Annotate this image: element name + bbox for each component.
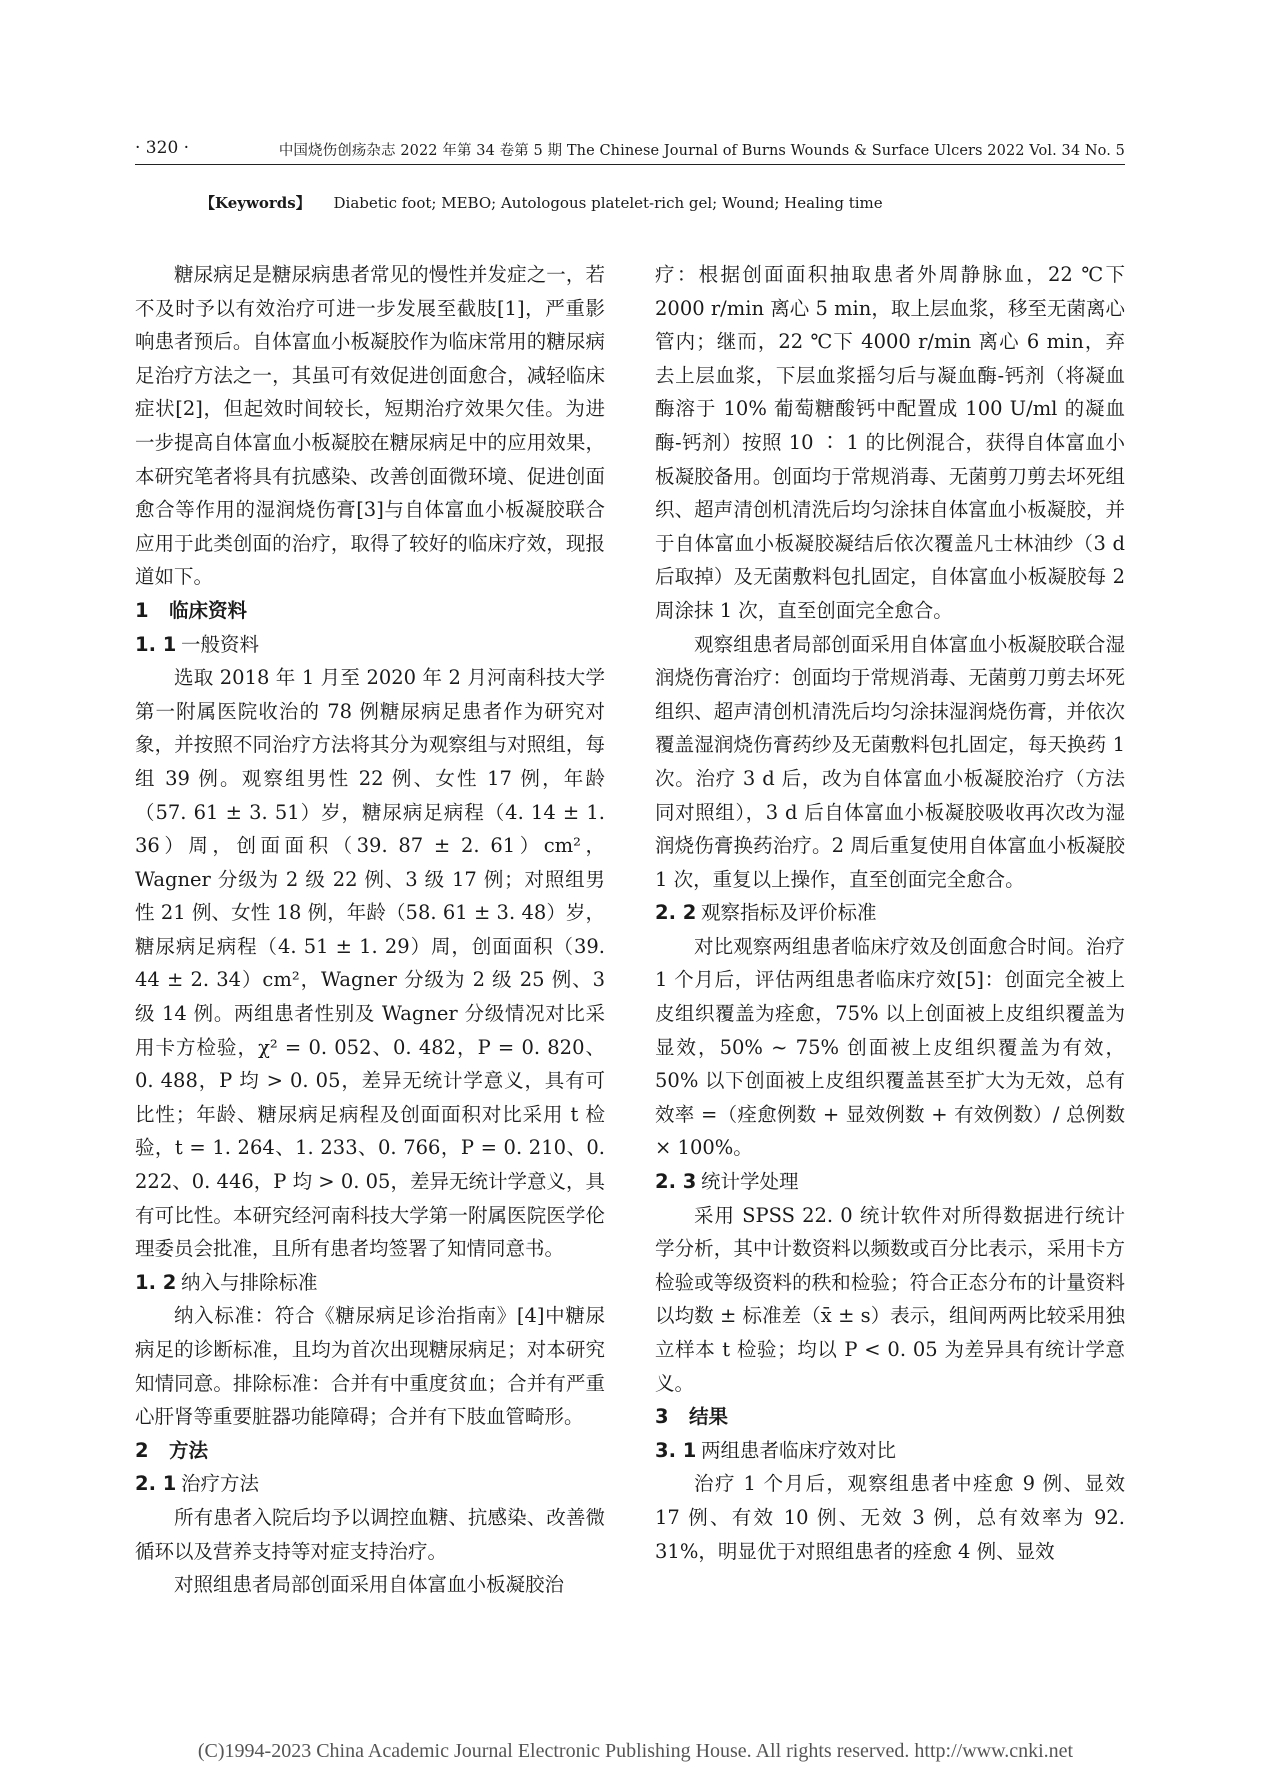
section-number: 2. 1 <box>135 1472 177 1496</box>
section-1-1-paragraph: 选取 2018 年 1 月至 2020 年 2 月河南科技大学第一附属医院收治的 78 例糖尿病足患者作为研究对象，并按照不同治疗方法将其分为观察组与对照组，每组 39 例。观察组男性 22 例、女性 17 例，年龄（57. 61 ± 3. 51）岁，糖尿病足病程（4. 14 ± 1. 36）周，创面面积（39. 87 ± 2. 61）cm²，Wagner 分级为 2 级 22 例、3 级 17 例；对照组男性 21 例、女性 18 例，年龄（58. 61 ± 3. 48）岁，糖尿病足病程（4. 51 ± 1. 29）周，创面面积（39. 44 ± 2. 34）cm²，Wagner 分级为 2 级 25 例、3 级 14 例。两组患者性别及 Wagner 分级情况对比采用卡方检验，χ² = 0. 052、0. 482，P = 0. 820、0. 488，P 均 > 0. 05，差异无统计学意义，具有可比性；年龄、糖尿病足病程及创面面积对比采用 t 检验，t = 1. 264、1. 233、0. 766，P = 0. 210、0. 222、0. 446，P 均 > 0. 05，差异无统计学意义，具有可比性。本研究经河南科技大学第一附属医院医学伦理委员会批准，且所有患者均签署了知情同意书。 <box>135 666 605 1261</box>
section-1-heading <box>135 594 605 628</box>
section-number: 1. 1 <box>135 632 177 656</box>
keywords-label: 【Keywords】 <box>200 194 311 212</box>
section-3-heading <box>655 1400 1125 1434</box>
section-title: 结果 <box>689 1405 729 1429</box>
section-title: 方法 <box>169 1438 209 1462</box>
page-number: · 320 · <box>135 138 190 158</box>
section-2-1-paragraph-2: 对照组患者局部创面采用自体富血小板凝胶治 <box>174 1573 565 1597</box>
section-number: 2 <box>135 1438 149 1462</box>
section-2-2-paragraph: 对比观察两组患者临床疗效及创面愈合时间。治疗 1 个月后，评估两组患者临床疗效[5]：创面完全被上皮组织覆盖为痊愈，75% 以上创面被上皮组织覆盖为显效，50% ~ 75% 创面被上皮组织覆盖为有效，50% 以下创面被上皮组织覆盖甚至扩大为无效，总有效率 =（痊愈例数 + 显效例数 + 有效例数）/ 总例数 × 100%。 <box>655 934 1125 1160</box>
journal-citation: 中国烧伤创疡杂志 2022 年第 34 卷第 5 期 The Chinese Journal of Burns Wounds & Surface Ulcers 2022 Vol. 34 No. 5 <box>278 143 1125 159</box>
keywords-text: Diabetic foot; MEBO; Autologous platelet-rich gel; Wound; Healing time <box>333 194 883 212</box>
section-1-2-paragraph: 纳入标准：符合《糖尿病足诊治指南》[4]中糖尿病足的诊断标准，且均为首次出现糖尿病足；对本研究知情同意。排除标准：合并有中重度贫血；合并有严重心肝肾等重要脏器功能障碍；合并有下肢血管畸形。 <box>135 1304 605 1429</box>
section-title: 两组患者临床疗效对比 <box>701 1438 897 1462</box>
intro-paragraph: 糖尿病足是糖尿病患者常见的慢性并发症之一，若不及时予以有效治疗可进一步发展至截肢[1]，严重影响患者预后。自体富血小板凝胶作为临床常用的糖尿病足治疗方法之一，其虽可有效促进创面愈合，减轻临床症状[2]，但起效时间较长，短期治疗效果欠佳。为进一步提高自体富血小板凝胶在糖尿病足中的应用效果，本研究笔者将具有抗感染、改善创面微环境、促进创面愈合等作用的湿润烧伤膏[3]与自体富血小板凝胶联合应用于此类创面的治疗，取得了较好的临床疗效，现报道如下。 <box>135 263 605 589</box>
section-title: 纳入与排除标准 <box>181 1270 318 1294</box>
keywords-line <box>200 192 883 213</box>
section-2-3-heading <box>655 1165 1125 1199</box>
section-number: 1. 2 <box>135 1270 177 1294</box>
section-title: 统计学处理 <box>701 1170 799 1194</box>
section-3-1-heading <box>655 1434 1125 1468</box>
observation-group-method: 观察组患者局部创面采用自体富血小板凝胶联合湿润烧伤膏治疗：创面均于常规消毒、无菌剪刀剪去坏死组织、超声清创机清洗后均匀涂抹湿润烧伤膏，并依次覆盖湿润烧伤膏药纱及无菌敷料包扎固定，每天换药 1 次。治疗 3 d 后，改为自体富血小板凝胶治疗（方法同对照组），3 d 后自体富血小板凝胶吸收再次改为湿润烧伤膏换药治疗。2 周后重复使用自体富血小板凝胶 1 次，重复以上操作，直至创面完全愈合。 <box>655 632 1125 891</box>
section-2-2-heading <box>655 896 1125 930</box>
section-number: 2. 3 <box>655 1170 697 1194</box>
section-3-1-paragraph: 治疗 1 个月后，观察组患者中痊愈 9 例、显效 17 例、有效 10 例、无效 3 例，总有效率为 92. 31%，明显优于对照组患者的痊愈 4 例、显效 <box>655 1472 1125 1563</box>
section-2-1-paragraph-1: 所有患者入院后均予以调控血糖、抗感染、改善微循环以及营养支持等对症支持治疗。 <box>135 1505 605 1563</box>
section-1-1-heading <box>135 628 605 662</box>
section-number: 2. 2 <box>655 901 697 925</box>
running-header <box>135 138 1125 162</box>
left-column <box>135 258 605 1602</box>
section-1-2-heading <box>135 1266 605 1300</box>
section-2-heading <box>135 1434 605 1468</box>
section-2-3-paragraph: 采用 SPSS 22. 0 统计软件对所得数据进行统计学分析，其中计数资料以频数或百分比表示，采用卡方检验或等级资料的秩和检验；符合正态分布的计量资料以均数 ± 标准差（x̄ ± s）表示，组间两两比较采用独立样本 t 检验；均以 P < 0. 05 为差异具有统计学意义。 <box>655 1203 1125 1395</box>
header-rule <box>135 164 1125 165</box>
control-group-method-continued: 疗：根据创面面积抽取患者外周静脉血，22 ℃下 2000 r/min 离心 5 min，取上层血浆，移至无菌离心管内；继而，22 ℃下 4000 r/min 离心 6 min，弃去上层血浆，下层血浆摇匀后与凝血酶-钙剂（将凝血酶溶于 10% 葡萄糖酸钙中配置成 100 U/ml 的凝血酶-钙剂）按照 10 ∶ 1 的比例混合，获得自体富血小板凝胶备用。创面均于常规消毒、无菌剪刀剪去坏死组织、超声清创机清洗后均匀涂抹自体富血小板凝胶，并于自体富血小板凝胶凝结后依次覆盖凡士林油纱（3 d 后取掉）及无菌敷料包扎固定，自体富血小板凝胶每 2 周涂抹 1 次，直至创面完全愈合。 <box>655 263 1125 622</box>
right-column <box>655 258 1125 1568</box>
section-title: 观察指标及评价标准 <box>701 901 877 925</box>
section-number: 3. 1 <box>655 1438 697 1462</box>
section-title: 一般资料 <box>181 632 260 656</box>
section-number: 3 <box>655 1405 669 1429</box>
section-number: 1 <box>135 598 149 622</box>
section-title: 治疗方法 <box>181 1472 260 1496</box>
section-title: 临床资料 <box>169 598 248 622</box>
section-2-1-heading <box>135 1467 605 1501</box>
copyright-footer: (C)1994-2023 China Academic Journal Electronic Publishing House. All rights reserved. http://www.cnki.net <box>197 1740 1074 1762</box>
